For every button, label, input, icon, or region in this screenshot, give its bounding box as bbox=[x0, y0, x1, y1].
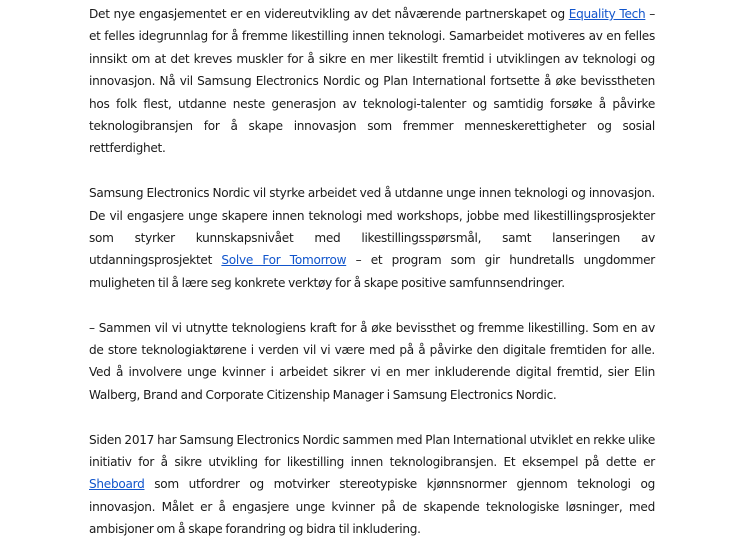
paragraph-text: – et program som gir hundretalls ungdommer muligheten til å lære seg konkrete verktøy for å skape positive samfunnsendringer. bbox=[89, 253, 655, 290]
article-body bbox=[89, 3, 655, 541]
paragraph-sheboard bbox=[89, 429, 655, 541]
solve-for-tomorrow-link[interactable]: Solve For Tomorrow bbox=[221, 253, 347, 268]
paragraph-text: – et felles idegrunnlag for å fremme likestilling innen teknologi. Samarbeidet motiveres av en felles innsikt om at det kreves muskler for å sikre en mer likestilt fremtid i utviklingen av teknologi og innovasjon. Nå vil Samsung Electronics Nordic og Plan International fortsette å øke bevisstheten hos folk flest, utdanne neste generasjon av teknologi-talenter og samtidig forsøke å påvirke teknologibransjen for å skape innovasjon som fremmer menneskerettigheter og sosial rettferdighet. bbox=[89, 7, 655, 156]
quote-text: – Sammen vil vi utnytte teknologiens kraft for å øke bevissthet og fremme likestilling. Som en av de store teknologiaktørene i verden vil vi være med på å påvirke den digitale fremtiden for alle. Ved å involvere unge kvinner i arbeidet sikrer vi en mer inkluderende digital fremtid, sier Elin Walberg, Brand and Corporate Citizenship Manager i Samsung Electronics Nordic. bbox=[89, 320, 655, 402]
paragraph-solve-for-tomorrow bbox=[89, 182, 655, 294]
paragraph-text: som utfordrer og motvirker stereotypiske kjønnsnormer gjennom teknologi og innovasjon. Målet er å engasjere unge kvinner på de skapende teknologiske løsninger, med ambisjoner om å skape forandring og bidra til inkludering. bbox=[89, 477, 655, 537]
sheboard-link[interactable]: Sheboard bbox=[89, 477, 145, 492]
paragraph-text: Samsung Electronics Nordic vil styrke arbeidet ved å utdanne unge innen teknologi og innovasjon. De vil engasjere unge skapere innen teknologi med workshops, jobbe med likestillingsprosjekter som styrker kunnskapsnivået med likestillingsspørsmål, samt lanseringen av utdanningsprosjektet bbox=[89, 186, 655, 268]
paragraph-equality-tech bbox=[89, 3, 655, 160]
paragraph-text: Det nye engasjementet er en videreutvikling av det nåværende partnerskapet og bbox=[89, 7, 569, 21]
paragraph-text: Siden 2017 har Samsung Electronics Nordic sammen med Plan International utviklet en rekke ulike initiativ for å sikre utvikling for likestilling innen teknologibransjen. Et eksempel på dette er bbox=[89, 432, 655, 470]
paragraph-quote bbox=[89, 317, 655, 407]
equality-tech-link[interactable]: Equality Tech bbox=[568, 7, 646, 21]
